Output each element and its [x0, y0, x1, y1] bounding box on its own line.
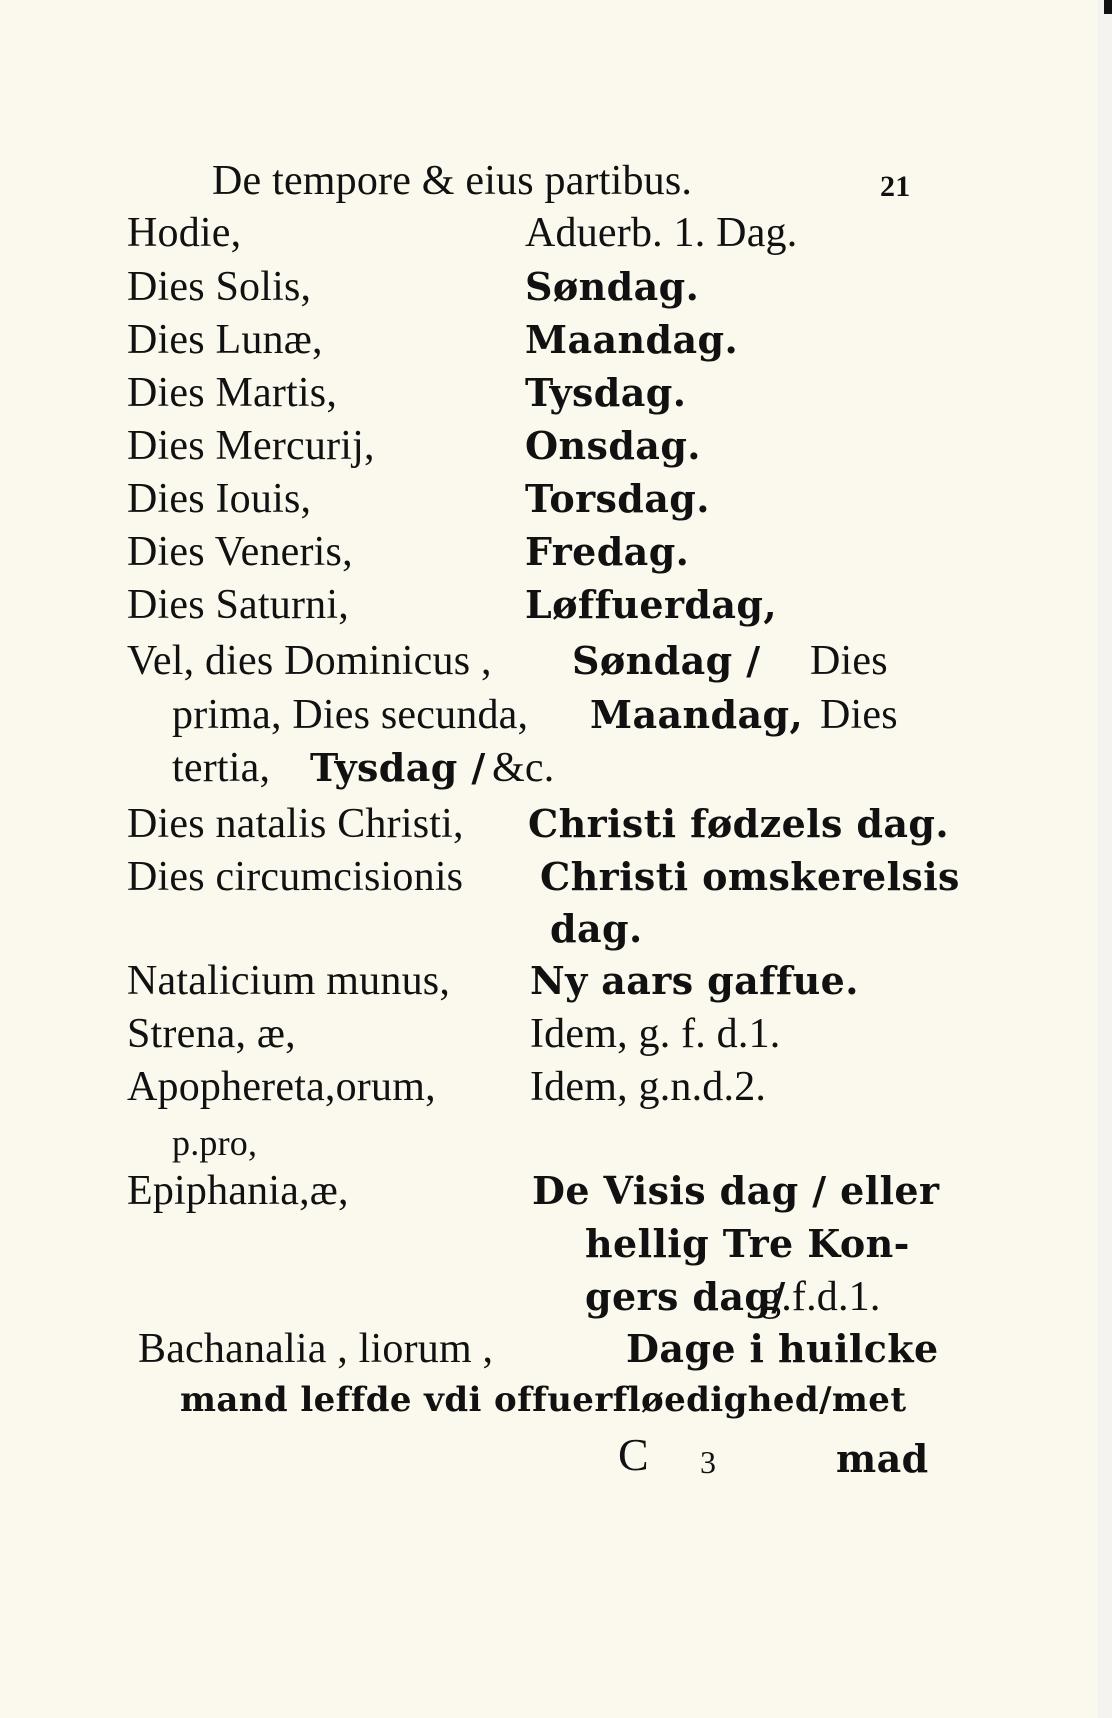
- apophoreta-latin: Apophereta,orum,: [127, 1064, 436, 1110]
- entry-latin-hodie: Hodie,: [127, 210, 242, 256]
- catchword: mad: [836, 1436, 929, 1481]
- entry-danish-hodie: Aduerb. 1. Dag.: [525, 210, 798, 256]
- vel-line3-danish: Tysdag /: [310, 745, 486, 790]
- entry-danish-martis: Tysdag.: [525, 370, 687, 415]
- epiphania-gloss-3: g.f.d.1.: [760, 1274, 881, 1320]
- vel-line1-latin: Vel, dies Dominicus ,: [127, 638, 492, 684]
- natalicium-danish: Ny aars gaffue.: [530, 958, 859, 1003]
- entry-latin-saturni: Dies Saturni,: [127, 582, 349, 628]
- entry-latin-lunae: Dies Lunæ,: [127, 317, 323, 363]
- entry-latin-martis: Dies Martis,: [127, 370, 338, 416]
- scan-edge: [1098, 0, 1112, 1718]
- strena-latin: Strena, æ,: [127, 1011, 296, 1057]
- vel-line3-latin: tertia,: [172, 745, 271, 791]
- signature-mark: C: [618, 1429, 649, 1480]
- apophoreta-continuation: p.pro,: [172, 1123, 258, 1163]
- entry-latin-mercurii: Dies Mercurij,: [127, 423, 375, 469]
- natalicium-latin: Natalicium munus,: [127, 958, 451, 1004]
- vel-line2-danish: Maandag,: [590, 692, 804, 737]
- entry-latin-solis: Dies Solis,: [127, 264, 312, 310]
- scan-edge-mark: [1104, 0, 1112, 14]
- vel-line1-danish: Søndag /: [572, 638, 761, 683]
- bachanalia-danish-2: mand leffde vdi offuerfløedighed/met: [180, 1380, 907, 1420]
- bachanalia-danish-1: Dage i huilcke: [626, 1326, 939, 1371]
- circumcisio-danish-1: Christi omskerelsis: [540, 854, 960, 899]
- natalis-danish: Christi fødzels dag.: [528, 801, 950, 846]
- entry-latin-iouis: Dies Iouis,: [127, 476, 312, 522]
- entry-danish-iouis: Torsdag.: [525, 476, 710, 521]
- entry-danish-saturni: Løffuerdag,: [525, 582, 777, 627]
- entry-latin-veneris: Dies Veneris,: [127, 529, 353, 575]
- vel-line2-latin: prima, Dies secunda,: [172, 692, 529, 738]
- vel-line1-latin-end: Dies: [810, 638, 888, 684]
- entry-danish-lunae: Maandag.: [525, 317, 739, 362]
- epiphania-latin: Epiphania,æ,: [127, 1168, 349, 1214]
- strena-gloss: Idem, g. f. d.1.: [530, 1011, 781, 1057]
- epiphania-danish-1: De Visis dag / eller: [532, 1168, 940, 1213]
- vel-line2-latin-end: Dies: [820, 692, 898, 738]
- bachanalia-latin: Bachanalia , liorum ,: [138, 1326, 494, 1372]
- entry-danish-solis: Søndag.: [525, 264, 700, 309]
- entry-danish-veneris: Fredag.: [525, 529, 690, 574]
- vel-line3-latin-end: &c.: [492, 745, 555, 791]
- entry-danish-mercurii: Onsdag.: [525, 423, 701, 468]
- signature-number: 3: [700, 1444, 717, 1480]
- natalis-latin: Dies natalis Christi,: [127, 801, 464, 847]
- apophoreta-gloss: Idem, g.n.d.2.: [530, 1064, 767, 1110]
- page-number: 21: [880, 170, 911, 203]
- epiphania-danish-3: gers dag/: [585, 1274, 786, 1319]
- circumcisio-danish-2: dag.: [550, 906, 643, 951]
- epiphania-danish-2: hellig Tre Kon-: [585, 1221, 910, 1266]
- circumcisio-latin: Dies circumcisionis: [127, 854, 464, 900]
- running-title: De tempore & eius partibus.: [212, 158, 693, 204]
